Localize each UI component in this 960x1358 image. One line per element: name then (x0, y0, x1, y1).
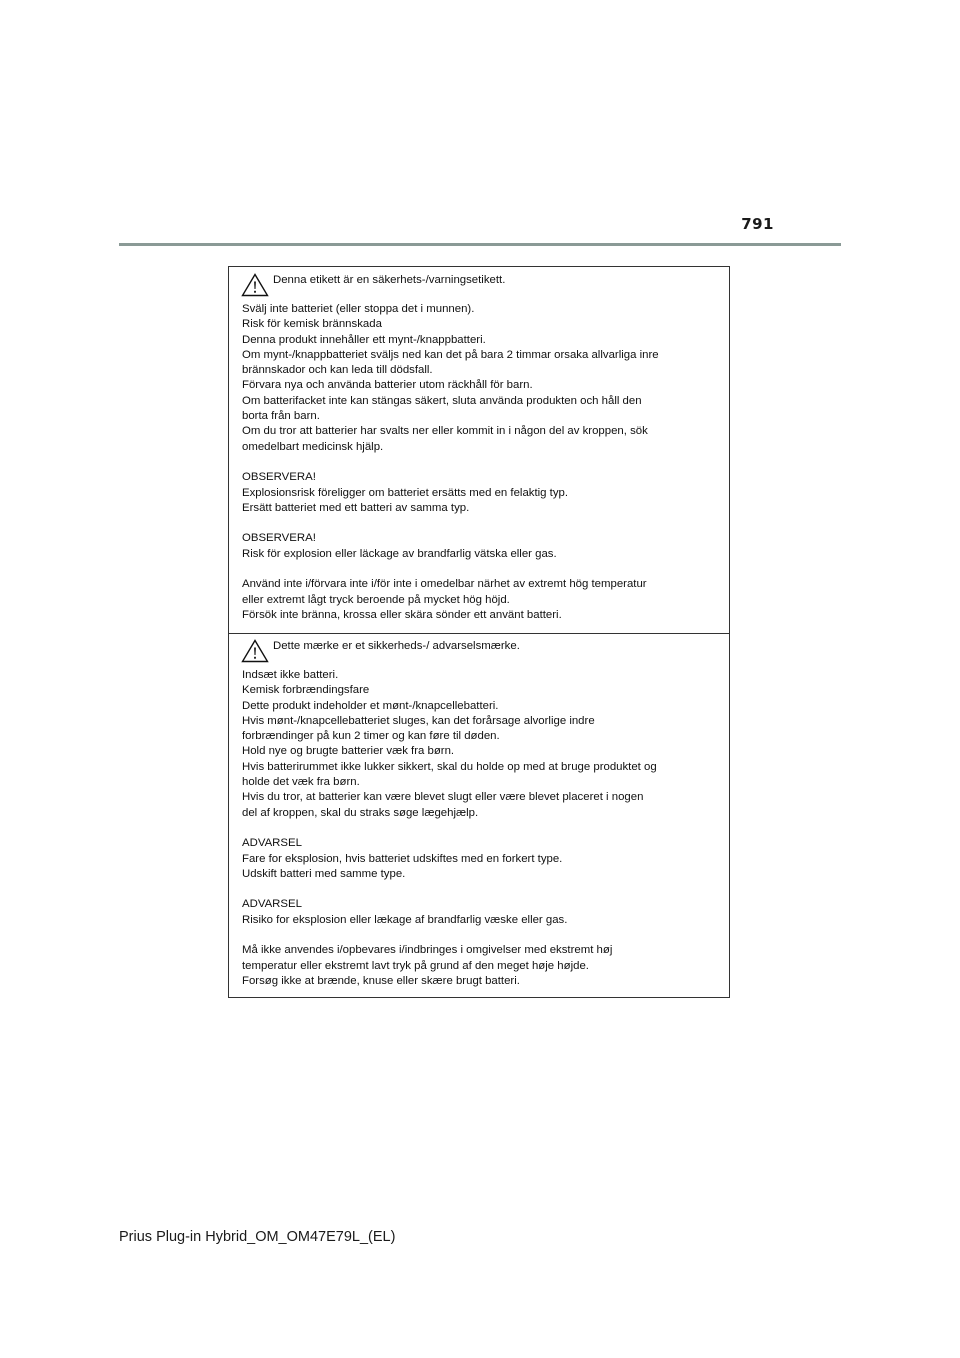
danish-body (242, 668, 715, 989)
page-number: 791 (741, 215, 774, 233)
label-text-line: OBSERVERA! (242, 532, 316, 545)
label-text-line: Hvis du tror, at batterier kan være blevet slugt eller være blevet placeret i nogen (242, 791, 644, 804)
label-paragraph (242, 668, 715, 821)
label-text-line: Explosionsrisk föreligger om batteriet ersätts med en felaktig typ. (242, 486, 569, 499)
label-text-line: Ersätt batteriet med ett batteri av samma typ. (242, 501, 470, 514)
label-paragraph (242, 836, 715, 882)
document-footer: Prius Plug-in Hybrid_OM_OM47E79L_(EL) (119, 1229, 396, 1245)
warning-triangle-icon (241, 273, 269, 297)
label-text-line: Indsæt ikke batteri. (242, 669, 339, 681)
warning-triangle-icon (241, 639, 269, 663)
label-text-line: Hold nye og brugte batterier væk fra børn. (242, 745, 455, 758)
label-text-line: holde det væk fra børn. (242, 776, 360, 789)
label-text-line: Förvara nya och använda batterier utom räckhåll för barn. (242, 379, 533, 392)
label-text-line: Risiko for eksplosion eller lækage af brandfarlig væske eller gas. (242, 913, 568, 926)
label-text-line: Hvis batterirummet ikke lukker sikkert, skal du holde op med at bruge produktet og (242, 760, 657, 773)
label-text-line: ADVARSEL (242, 898, 302, 911)
label-text-line: Risk för explosion eller läckage av brandfarlig vätska eller gas. (242, 547, 557, 560)
label-text-line: Försök inte bränna, krossa eller skära sönder ett använt batteri. (242, 608, 562, 621)
label-text-line: brännskador och kan leda till dödsfall. (242, 364, 433, 377)
swedish-section (229, 274, 729, 639)
label-text-line: Forsøg ikke at brænde, knuse eller skære brugt batteri. (242, 974, 520, 987)
label-text-line: Hvis mønt-/knapcellebatteriet sluges, kan det forårsage alvorlige indre (242, 714, 595, 727)
label-text-line: eller extremt lågt tryck beroende på mycket hög höjd. (242, 593, 510, 606)
label-text-line: Denna produkt innehåller ett mynt-/knappbatteri. (242, 333, 486, 346)
label-text-line: del af kroppen, skal du straks søge lægehjælp. (242, 806, 479, 819)
label-text-line: Fare for eksplosion, hvis batteriet udskiftes med en forkert type. (242, 852, 563, 865)
label-paragraph (242, 531, 715, 562)
label-text-line: OBSERVERA! (242, 471, 316, 484)
warning-label-box (228, 266, 730, 998)
swedish-heading: Denna etikett är en säkerhets-/varningsetikett. (273, 274, 506, 287)
label-text-line: Dette produkt indeholder et mønt-/knapcellebatteri. (242, 699, 499, 712)
label-text-line: omedelbart medicinsk hjälp. (242, 440, 384, 453)
label-text-line: forbrændinger på kun 2 timer og kan føre til døden. (242, 730, 500, 743)
label-text-line: Kemisk forbrændingsfare (242, 684, 370, 697)
label-text-line: Om mynt-/knappbatteriet sväljs ned kan det på bara 2 timmar orsaka allvarliga inre (242, 348, 659, 361)
label-text-line: ADVARSEL (242, 837, 302, 850)
label-text-line: Må ikke anvendes i/opbevares i/indbringes i omgivelser med ekstremt høj (242, 944, 613, 957)
label-text-line: temperatur eller ekstremt lavt tryk på grund af den meget høje højde. (242, 959, 589, 972)
label-paragraph (242, 897, 715, 928)
danish-heading: Dette mærke er et sikkerheds-/ advarselsmærke. (273, 640, 520, 653)
danish-section (229, 640, 729, 1005)
label-paragraph (242, 577, 715, 623)
label-text-line: Svälj inte batteriet (eller stoppa det i munnen). (242, 303, 475, 315)
section-divider (229, 633, 729, 634)
danish-heading-row (241, 640, 715, 656)
swedish-heading-row (241, 274, 715, 290)
header-rule (119, 243, 841, 246)
label-text-line: Udskift batteri med samme type. (242, 867, 406, 880)
label-paragraph (242, 302, 715, 455)
swedish-body (242, 302, 715, 623)
label-text-line: Om du tror att batterier har svalts ner eller kommit in i någon del av kroppen, sök (242, 425, 648, 438)
label-paragraph (242, 470, 715, 516)
label-text-line: borta från barn. (242, 410, 320, 423)
label-text-line: Om batterifacket inte kan stängas säkert, sluta använda produkten och håll den (242, 394, 642, 407)
label-text-line: Använd inte i/förvara inte i/för inte i omedelbar närhet av extremt hög temperatur (242, 578, 647, 591)
label-text-line: Risk för kemisk brännskada (242, 318, 382, 331)
label-paragraph (242, 943, 715, 989)
